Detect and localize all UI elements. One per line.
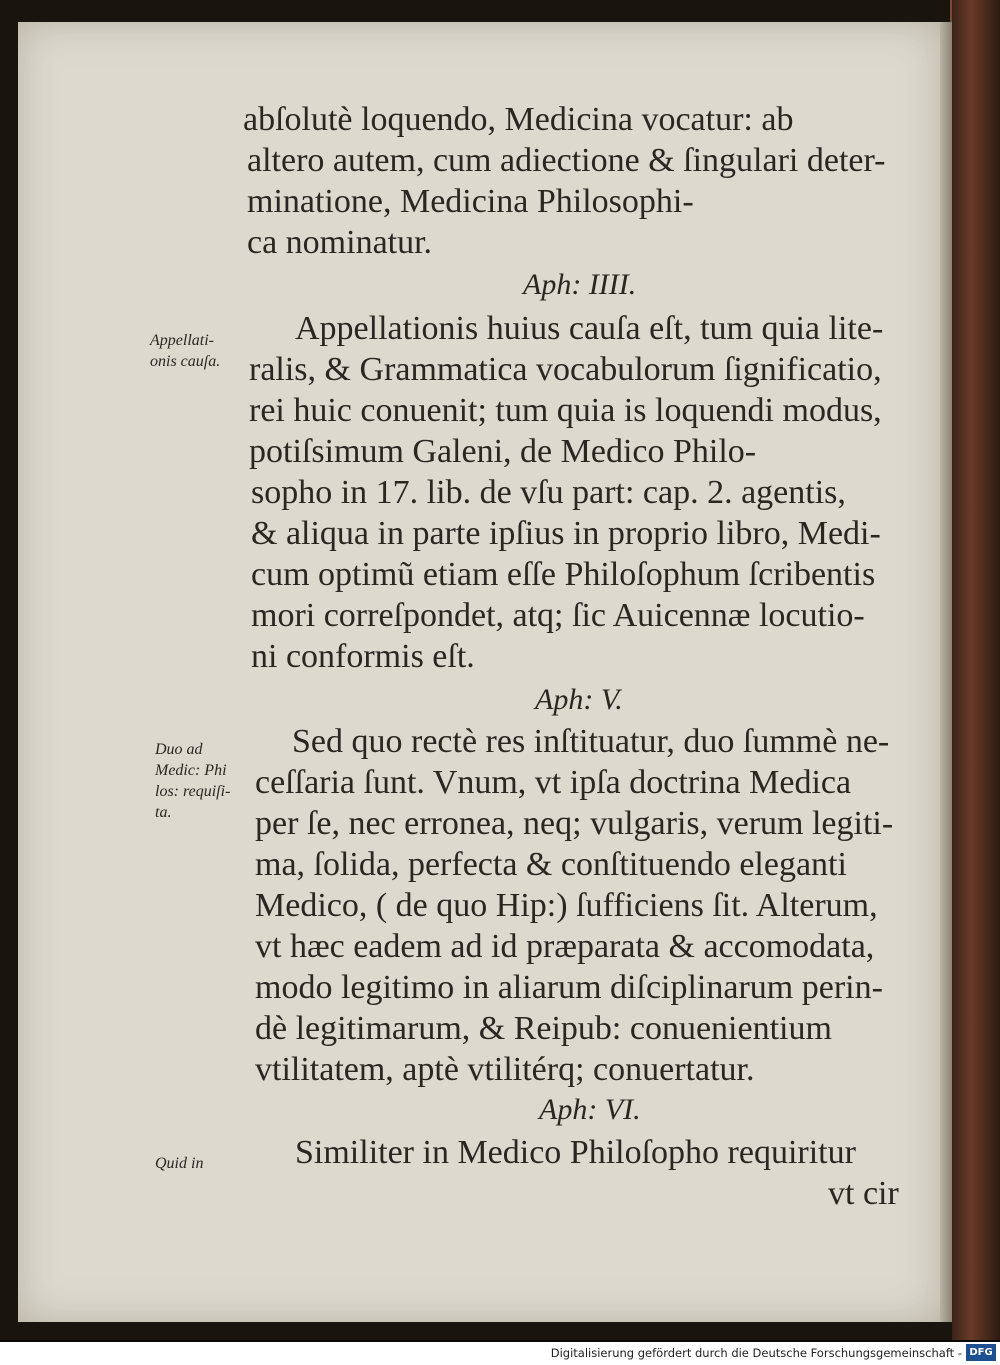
- margin-note-line: los: requiſi-: [155, 783, 231, 800]
- footer-bar: [0, 1342, 1000, 1365]
- text-line: minatione, Medicina Philosophi-: [247, 183, 694, 220]
- text-line: ma, ſolida, perfecta & conſtituendo eleganti: [255, 846, 847, 883]
- text-line: cum optimũ etiam eſſe Philoſophum ſcribentis: [251, 556, 876, 593]
- text-line: ceſſaria ſunt. Vnum, vt ipſa doctrina Medica: [255, 764, 852, 801]
- text-line: mori correſpondet, atq; ſic Auicennæ locutio-: [251, 597, 865, 634]
- text-line: Sed quo rectè res inſtituatur, duo ſummè ne-: [292, 723, 890, 760]
- catchword: vt cir: [828, 1175, 899, 1212]
- margin-note-line: Duo ad: [155, 741, 203, 758]
- text-line: Appellationis huius cauſa eſt, tum quia lite-: [295, 310, 884, 347]
- text-line: Similiter in Medico Philoſopho requiritur: [295, 1134, 856, 1171]
- text-line: vtilitatem, aptè vtilitérq; conuertatur.: [255, 1051, 755, 1088]
- text-line: ni conformis eſt.: [251, 638, 475, 675]
- text-line: vt hæc eadem ad id præparata & accomodata,: [255, 928, 875, 965]
- margin-note-line: Medic: Phi: [155, 762, 227, 779]
- text-line: per ſe, nec erronea, neq; vulgaris, verum legiti-: [255, 805, 894, 842]
- dfg-logo: DFG: [966, 1344, 996, 1361]
- margin-note: [155, 739, 255, 823]
- text-line: dè legitimarum, & Reipub: conuenientium: [255, 1010, 832, 1047]
- margin-note-line: onis cauſa.: [150, 353, 221, 370]
- margin-note-line: Appellati-: [150, 332, 214, 349]
- aphorism-heading: Aph: VI.: [539, 1093, 641, 1126]
- margin-note: [150, 330, 250, 372]
- text-line: ralis, & Grammatica vocabulorum ſignificatio,: [249, 351, 882, 388]
- margin-note-line: ta.: [155, 804, 172, 821]
- text-line: rei huic conuenit; tum quia is loquendi modus,: [249, 392, 882, 429]
- text-line: modo legitimo in aliarum diſciplinarum perin-: [255, 969, 883, 1006]
- text-line: abſolutè loquendo, Medicina vocatur: ab: [243, 101, 794, 138]
- text-line: sopho in 17. lib. de vſu part: cap. 2. agentis,: [251, 474, 846, 511]
- text-line: ca nominatur.: [247, 224, 433, 261]
- text-line: & aliqua in parte ipſius in proprio libro, Medi-: [251, 515, 881, 552]
- book-spine: [952, 0, 1000, 1340]
- footer-credit: Digitalisierung gefördert durch die Deutsche Forschungsgemeinschaft -: [550, 1346, 962, 1360]
- aphorism-heading: Aph: V.: [535, 683, 623, 716]
- text-line: potiſsimum Galeni, de Medico Philo-: [249, 433, 757, 470]
- page-edge: [940, 22, 952, 1322]
- text-line: altero autem, cum adiectione & ſingulari deter-: [247, 142, 886, 179]
- margin-note-line: Quid in: [155, 1155, 204, 1172]
- margin-note: [155, 1153, 255, 1174]
- text-line: Medico, ( de quo Hip:) ſufficiens ſit. Alterum,: [255, 887, 878, 924]
- aphorism-heading: Aph: IIII.: [523, 268, 637, 301]
